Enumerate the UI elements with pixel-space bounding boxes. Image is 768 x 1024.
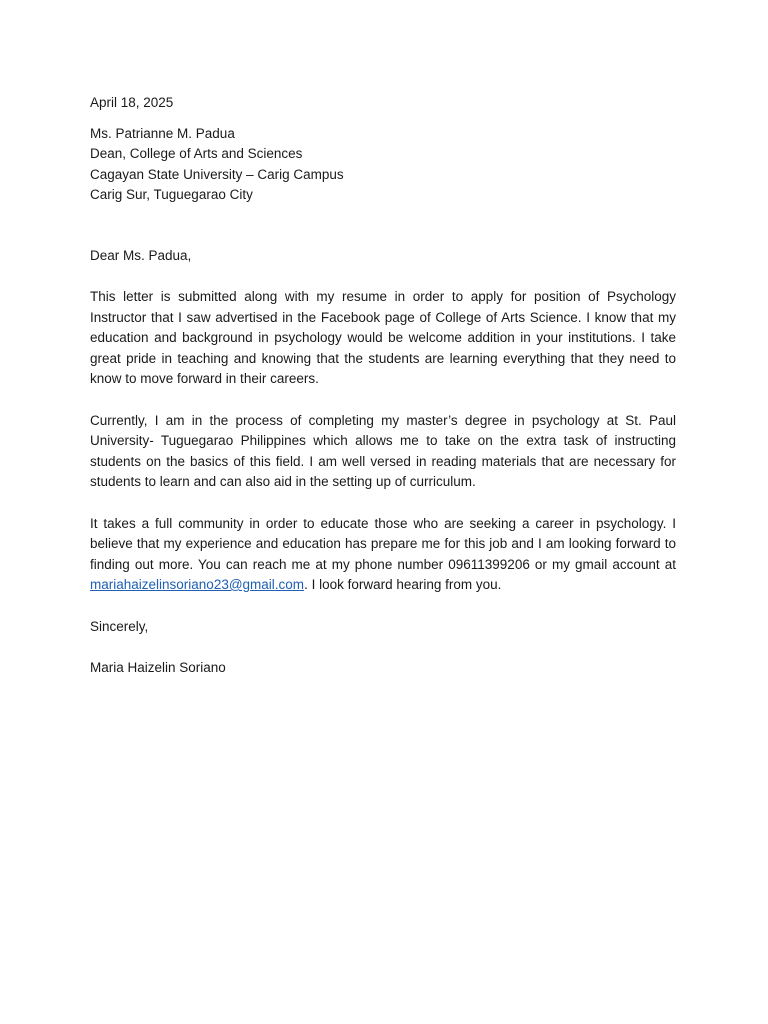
- paragraph-3-text-before: It takes a full community in order to educate those who are seeking a career in psychology. I believe that my experience and education has prepare me for this job and I am looking forward to finding out more. You can reach me at my phone number 09611399206 or my gmail account at: [90, 515, 676, 572]
- recipient-name: Ms. Patrianne M. Padua: [90, 125, 235, 141]
- body-paragraph-1: This letter is submitted along with my resume in order to apply for position of Psychology Instructor that I saw advertised in the Facebook page of College of Arts Science. I know that my education and background in psychology would be welcome addition in your institutions. I take great pride in teaching and knowing that the students are learning everything that they need to know to move forward in their careers.: [90, 289, 676, 386]
- recipient-address: [90, 124, 676, 206]
- recipient-location: Carig Sur, Tuguegarao City: [90, 187, 253, 202]
- closing: Sincerely,: [90, 618, 149, 634]
- recipient-institution: Cagayan State University – Carig Campus: [90, 166, 344, 182]
- cover-letter: [90, 93, 676, 679]
- body-paragraph-3: [90, 514, 676, 596]
- email-link[interactable]: mariahaizelinsoriano23@gmail.com: [90, 577, 305, 592]
- letter-date: April 18, 2025: [90, 95, 174, 110]
- salutation: Dear Ms. Padua,: [90, 247, 192, 263]
- paragraph-3-text-after: . I look forward hearing from you.: [304, 577, 502, 592]
- recipient-title: Dean, College of Arts and Sciences: [90, 146, 303, 161]
- signature-name: Maria Haizelin Soriano: [90, 660, 226, 675]
- body-paragraph-2: Currently, I am in the process of completing my master’s degree in psychology at St. Paul University- Tuguegarao Philippines which allows me to take on the extra task of instructing students on the basics of this field. I am well versed in reading materials that are necessary for students to learn and can also aid in the setting up of curriculum.: [90, 412, 676, 489]
